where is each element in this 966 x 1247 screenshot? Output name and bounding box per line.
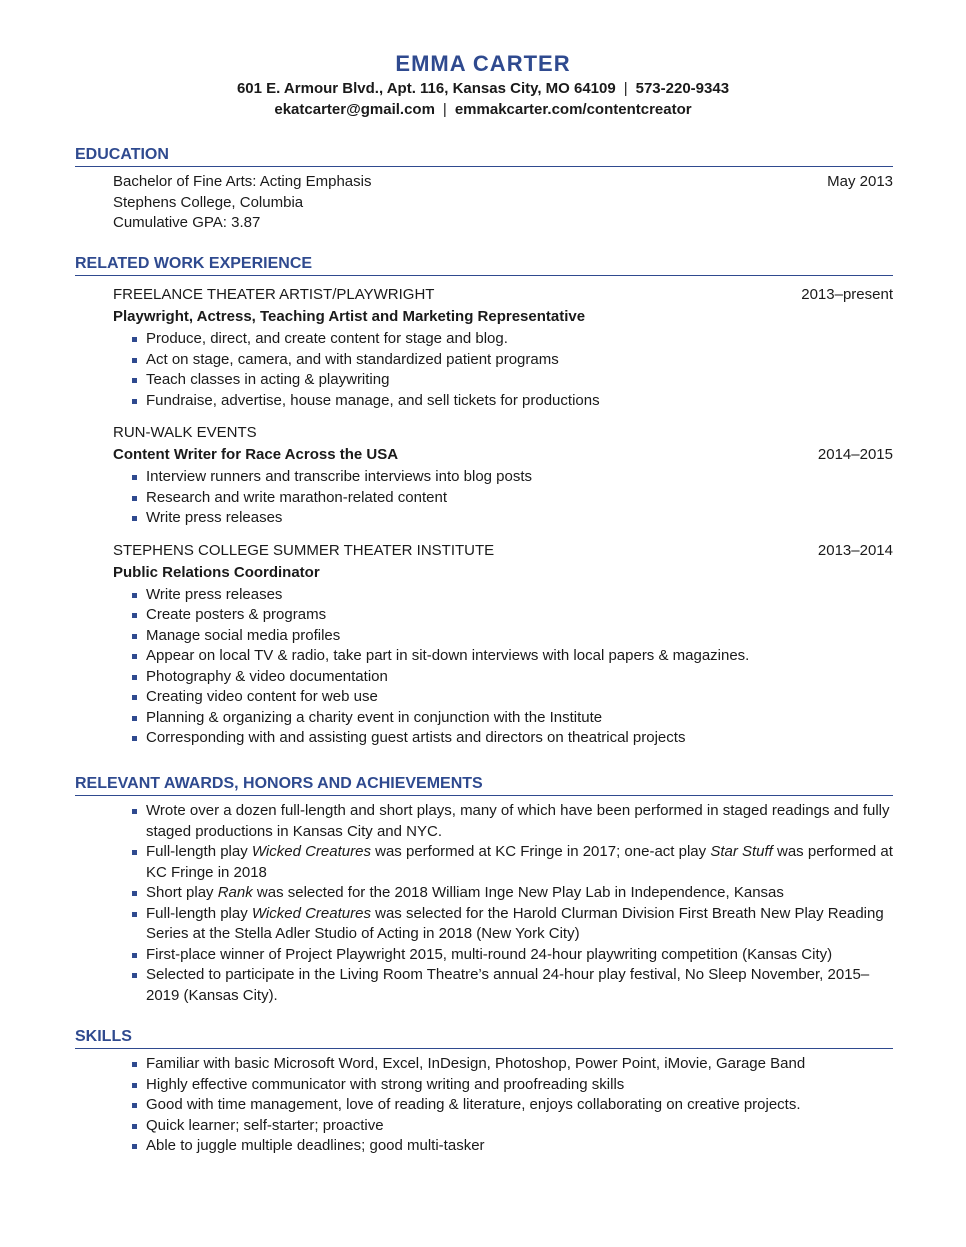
job-header-row <box>113 423 893 444</box>
list-item: Creating video content for web use <box>132 687 893 708</box>
bullet-icon <box>132 973 137 978</box>
job-entry <box>113 285 893 411</box>
job-role: Content Writer for Race Across the USA <box>113 446 399 463</box>
bullet-icon <box>132 912 137 917</box>
list-item: Full-length play Wicked Creatures was performed at KC Fringe in 2017; one-act play Star Stuff was performed at KC Fringe in 2018 <box>132 842 893 883</box>
section-title-skills: SKILLS <box>75 1027 893 1049</box>
list-item: Familiar with basic Microsoft Word, Excel, InDesign, Photoshop, Power Point, iMovie, Garage Band <box>132 1054 893 1075</box>
list-item: Manage social media profiles <box>132 626 893 647</box>
candidate-name: EMMA CARTER <box>395 51 571 76</box>
job-dates: 2013–present <box>801 286 893 303</box>
bullet-icon <box>132 654 137 659</box>
list-item: Short play Rank was selected for the 2018 William Inge New Play Lab in Independence, Kansas <box>132 883 893 904</box>
degree-row <box>113 172 893 193</box>
graduation-date: May 2013 <box>827 173 893 190</box>
bullet-icon <box>132 953 137 958</box>
bullet-icon <box>132 1062 137 1067</box>
education-body <box>75 167 893 234</box>
list-item: Create posters & programs <box>132 605 893 626</box>
list-item: Corresponding with and assisting guest artists and directors on theatrical projects <box>132 728 893 749</box>
list-item: Planning & organizing a charity event in conjunction with the Institute <box>132 708 893 729</box>
awards-body <box>75 796 893 1006</box>
list-item: Full-length play Wicked Creatures was selected for the Harold Clurman Division First Breath New Play Reading Series at the Stella Adler Studio of Acting in 2018 (New York City) <box>132 904 893 945</box>
list-item: Write press releases <box>132 585 893 606</box>
bullet-icon <box>132 891 137 896</box>
contact-line-2 <box>0 99 966 120</box>
phone: 573-220-9343 <box>635 80 730 97</box>
list-item: Selected to participate in the Living Room Theatre’s annual 24-hour play festival, No Sleep November, 2015–2019 (Kansas City). <box>132 965 893 1006</box>
list-item: Interview runners and transcribe interviews into blog posts <box>132 467 893 488</box>
bullet-icon <box>132 337 137 342</box>
bullet-icon <box>132 850 137 855</box>
list-item: Write press releases <box>132 508 893 529</box>
job-bullets <box>113 467 893 529</box>
school: Stephens College, Columbia <box>113 193 304 211</box>
list-item: Research and write marathon-related content <box>132 488 893 509</box>
bullet-icon <box>132 399 137 404</box>
bullet-icon <box>132 358 137 363</box>
bullet-icon <box>132 736 137 741</box>
job-bullets <box>113 585 893 749</box>
education-section <box>75 145 893 234</box>
job-entry <box>113 423 893 529</box>
list-item: Teach classes in acting & playwriting <box>132 370 893 391</box>
section-title-education: EDUCATION <box>75 145 893 167</box>
list-item: Photography & video documentation <box>132 667 893 688</box>
bullet-icon <box>132 809 137 814</box>
awards-section <box>75 774 893 1006</box>
bullet-icon <box>132 716 137 721</box>
list-item: Wrote over a dozen full-length and short plays, many of which have been performed in staged readings and fully staged productions in Kansas City and NYC. <box>132 801 893 842</box>
list-item: Act on stage, camera, and with standardized patient programs <box>132 350 893 371</box>
bullet-icon <box>132 516 137 521</box>
email-link[interactable]: ekatcarter@gmail.com <box>274 101 435 118</box>
resume-header <box>0 0 966 120</box>
bullet-icon <box>132 1103 137 1108</box>
job-header-row <box>113 285 893 306</box>
job-role-row <box>113 445 893 466</box>
job-header-row <box>113 541 893 562</box>
bullet-icon <box>132 496 137 501</box>
section-title-experience: RELATED WORK EXPERIENCE <box>75 254 893 276</box>
address: 601 E. Armour Blvd., Apt. 116, Kansas City, MO 64109 <box>236 80 616 97</box>
list-item: Good with time management, love of reading & literature, enjoys collaborating on creative projects. <box>132 1095 893 1116</box>
list-item: Fundraise, advertise, house manage, and sell tickets for productions <box>132 391 893 412</box>
skills-bullets <box>113 1054 893 1157</box>
bullet-icon <box>132 695 137 700</box>
bullet-icon <box>132 675 137 680</box>
experience-body <box>75 276 893 749</box>
degree: Bachelor of Fine Arts: Acting Emphasis <box>113 173 372 190</box>
list-item: Highly effective communicator with strong writing and proofreading skills <box>132 1075 893 1096</box>
job-bullets <box>113 329 893 411</box>
bullet-icon <box>132 593 137 598</box>
job-org: RUN-WALK EVENTS <box>113 424 257 441</box>
bullet-icon <box>132 475 137 480</box>
job-role: Playwright, Actress, Teaching Artist and Marketing Representative <box>113 308 586 325</box>
skills-section <box>75 1027 893 1157</box>
job-role: Public Relations Coordinator <box>113 563 320 581</box>
job-org: FREELANCE THEATER ARTIST/PLAYWRIGHT <box>113 286 435 303</box>
job-org: STEPHENS COLLEGE SUMMER THEATER INSTITUTE <box>113 541 495 559</box>
bullet-icon <box>132 634 137 639</box>
list-item: First-place winner of Project Playwright 2015, multi-round 24-hour playwriting competition (Kansas City) <box>132 945 893 966</box>
experience-section <box>75 254 893 749</box>
list-item: Able to juggle multiple deadlines; good multi-tasker <box>132 1136 893 1157</box>
contact-line-1 <box>0 78 966 99</box>
website-link[interactable]: emmakcarter.com/contentcreator <box>454 101 692 118</box>
job-dates: 2013–2014 <box>817 541 893 559</box>
bullet-icon <box>132 1144 137 1149</box>
separator: | <box>442 101 447 118</box>
bullet-icon <box>132 1124 137 1129</box>
skills-body <box>75 1049 893 1157</box>
job-entry <box>113 541 893 749</box>
list-item: Quick learner; self-starter; proactive <box>132 1116 893 1137</box>
list-item: Produce, direct, and create content for stage and blog. <box>132 329 893 350</box>
job-dates: 2014–2015 <box>817 446 893 463</box>
separator: | <box>623 80 628 97</box>
bullet-icon <box>132 1083 137 1088</box>
gpa: Cumulative GPA: 3.87 <box>113 214 261 231</box>
list-item: Appear on local TV & radio, take part in sit-down interviews with local papers & magazines. <box>132 646 893 667</box>
awards-bullets <box>113 801 893 1006</box>
bullet-icon <box>132 378 137 383</box>
bullet-icon <box>132 613 137 618</box>
section-title-awards: RELEVANT AWARDS, HONORS AND ACHIEVEMENTS <box>75 774 893 796</box>
